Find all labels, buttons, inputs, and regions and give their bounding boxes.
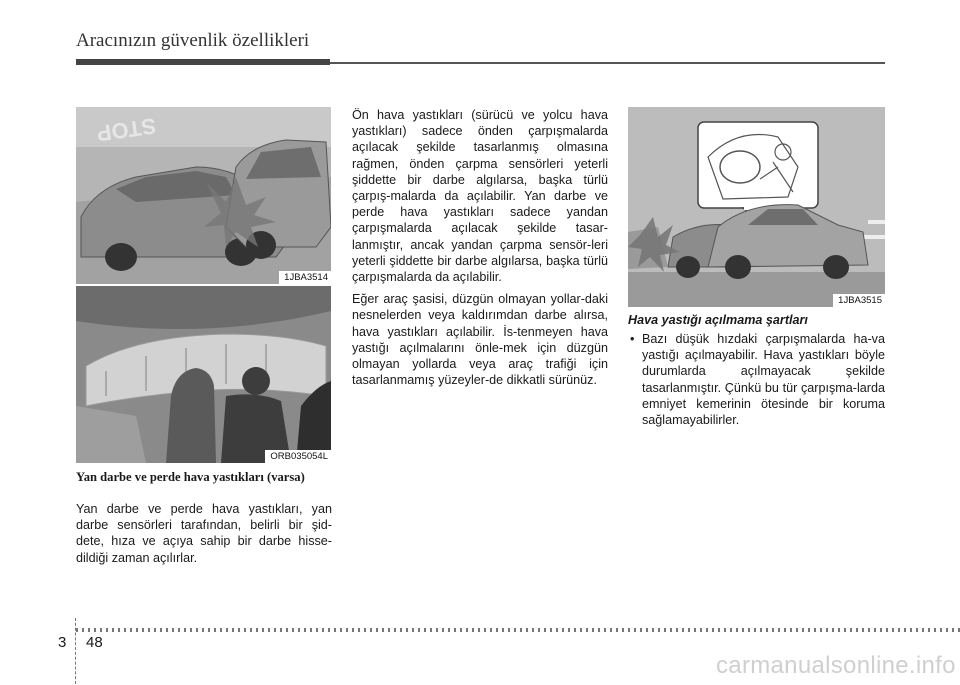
list-item-text: Bazı düşük hızdaki çarpışmalarda ha-va yastığı açılmayabilir. Hava yastıkları böyle durumlarda açılmayacak şekilde tasarlanmıştır. Çünkü bu tür çarpışma-larda emniyet kemerinin ötesinde bir koruma sağlamayabilirler. xyxy=(642,332,885,428)
figure-code: 1JBA3515 xyxy=(833,294,885,307)
middle-column-text xyxy=(352,107,608,394)
bullet-list xyxy=(628,331,885,428)
footer-tick-rule xyxy=(76,628,960,632)
figure-code: ORB035054L xyxy=(265,450,331,463)
subheading-airbag-non-deployment: Hava yastığı açılmama şartları xyxy=(628,313,808,327)
header-rule-thick xyxy=(76,59,330,65)
page-number: 48 xyxy=(86,634,103,651)
figure-frontal-crash xyxy=(628,107,885,307)
figure-side-collision xyxy=(76,107,331,284)
curtain-airbag-illustration xyxy=(76,286,331,463)
paragraph: Eğer araç şasisi, düzgün olmayan yollar-daki nesnelerden veya kaldırımdan darbe alırsa, hava yastıkları açılabilir. İs-tenmeyen hava yastığı açılmalarını önle-mek için düzgün olmayan yollarda veya araç trafiği için tasarlanmamış yüzeyler-de dikkatli sürünüz. xyxy=(352,292,608,388)
left-column-text xyxy=(76,501,332,572)
stop-road-marking: STOP xyxy=(95,113,158,147)
chapter-number: 3 xyxy=(58,634,67,651)
side-collision-illustration xyxy=(76,107,331,284)
figure-code: 1JBA3514 xyxy=(279,271,331,284)
paragraph: Yan darbe ve perde hava yastıkları, yan darbe sensörleri tarafından, belirli bir şid-dete, hıza ve açıya sahip bir darbe hisse-dildiği zaman açılırlar. xyxy=(76,502,332,565)
watermark: carmanualsonline.info xyxy=(716,652,956,679)
frontal-crash-illustration xyxy=(628,107,885,307)
section-heading-side-curtain-airbags: Yan darbe ve perde hava yastıkları (varsa) xyxy=(76,470,305,484)
bullet-icon: • xyxy=(630,332,635,346)
list-item xyxy=(628,331,885,428)
footer-divider xyxy=(75,618,76,684)
figure-curtain-airbag xyxy=(76,286,331,463)
header-rule-thin xyxy=(330,62,885,64)
paragraph: Ön hava yastıkları (sürücü ve yolcu hava yastıkları) sadece önden çarpışmalarda açılacak şekilde tasarlanmış olmasına rağmen, önden çarpma sensörleri yeterli şiddette bir darbe algılarsa, başka türlü çarpış-malarda da açılabilir. Yan darbe ve perde hava yastıkları sadece yandan çarpışmalarda açılacak şekilde tasar-lanmıştır, ancak yandan çarpma sensör-leri yeterli şiddette bir darbe algılarsa, başka türlü çarpışmalarda da açılabilir. xyxy=(352,108,608,285)
page-header-title: Aracınızın güvenlik özellikleri xyxy=(76,30,310,51)
